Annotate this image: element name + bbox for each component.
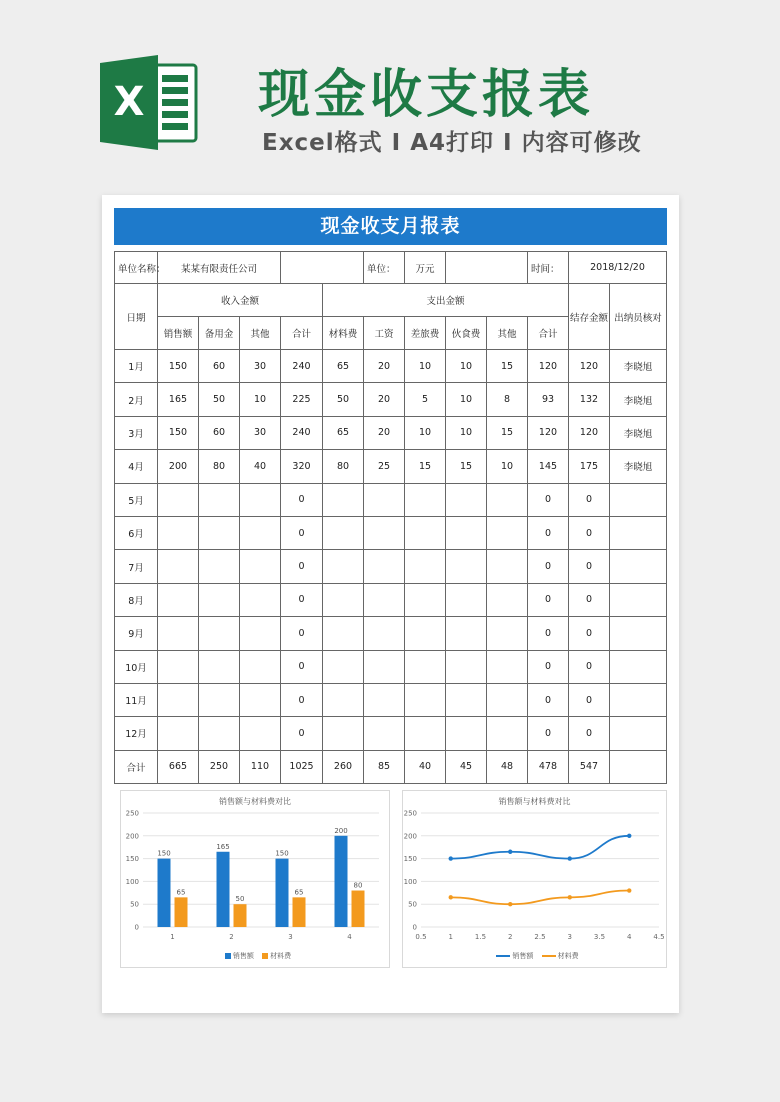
excel-icon — [100, 55, 200, 150]
data-cell[interactable] — [405, 717, 446, 750]
data-cell[interactable]: 0 — [569, 583, 610, 616]
data-cell[interactable] — [199, 683, 240, 716]
legend-swatch — [496, 955, 510, 957]
data-cell[interactable]: 547 — [569, 750, 610, 783]
y-tick-label: 200 — [403, 832, 417, 841]
data-cell[interactable] — [323, 516, 364, 549]
table-row — [115, 483, 667, 516]
data-cell[interactable]: 0 — [281, 483, 323, 516]
table-row — [115, 550, 667, 583]
data-cell[interactable] — [446, 550, 487, 583]
data-cell[interactable]: 李晓旭 — [610, 383, 667, 416]
data-cell[interactable]: 0 — [281, 617, 323, 650]
data-cell[interactable] — [364, 583, 405, 616]
expense-col-header: 差旅费 — [405, 317, 446, 350]
data-cell[interactable]: 李晓旭 — [610, 416, 667, 449]
data-cell[interactable] — [446, 717, 487, 750]
date-header: 日期 — [115, 284, 158, 350]
data-cell[interactable] — [364, 617, 405, 650]
bar — [352, 891, 365, 927]
x-tick-label: 3 — [288, 933, 293, 941]
data-cell[interactable]: 0 — [281, 717, 323, 750]
data-cell[interactable] — [610, 617, 667, 650]
data-cell[interactable]: 120 — [569, 350, 610, 383]
y-tick-label: 50 — [130, 900, 139, 909]
data-cell[interactable]: 10 — [446, 383, 487, 416]
unit-value[interactable]: 万元 — [405, 252, 446, 284]
legend-label: 材料费 — [270, 952, 292, 960]
data-cell[interactable]: 25 — [364, 450, 405, 483]
data-cell[interactable]: 0 — [528, 516, 569, 549]
data-cell[interactable]: 40 — [405, 750, 446, 783]
expense-col-header: 工资 — [364, 317, 405, 350]
data-cell[interactable] — [446, 583, 487, 616]
data-cell[interactable]: 60 — [199, 416, 240, 449]
row-label-cell: 3月 — [115, 416, 158, 449]
data-cell[interactable]: 200 — [158, 450, 199, 483]
data-cell[interactable] — [323, 583, 364, 616]
data-cell[interactable] — [610, 483, 667, 516]
data-cell[interactable] — [199, 483, 240, 516]
data-cell[interactable]: 260 — [323, 750, 364, 783]
data-cell[interactable] — [405, 583, 446, 616]
row-label-cell: 5月 — [115, 483, 158, 516]
banner-subtitle: Excel格式 I A4打印 I 内容可修改 — [262, 130, 642, 156]
data-cell[interactable] — [199, 617, 240, 650]
row-label-cell: 11月 — [115, 683, 158, 716]
table-row — [115, 583, 667, 616]
data-cell[interactable]: 8 — [487, 383, 528, 416]
data-cell[interactable] — [240, 717, 281, 750]
data-cell[interactable] — [487, 717, 528, 750]
x-tick-label: 4 — [627, 933, 632, 941]
data-cell[interactable] — [487, 550, 528, 583]
data-label: 65 — [294, 888, 304, 897]
data-cell[interactable]: 0 — [528, 683, 569, 716]
table-row — [115, 416, 667, 449]
data-cell[interactable]: 120 — [569, 416, 610, 449]
data-cell[interactable]: 120 — [528, 350, 569, 383]
table-row — [115, 350, 667, 383]
data-cell[interactable] — [323, 550, 364, 583]
data-cell[interactable]: 30 — [240, 416, 281, 449]
data-cell[interactable]: 145 — [528, 450, 569, 483]
data-cell[interactable]: 0 — [569, 550, 610, 583]
row-label-cell: 10月 — [115, 650, 158, 683]
data-cell[interactable]: 0 — [569, 617, 610, 650]
data-cell[interactable]: 165 — [158, 383, 199, 416]
data-cell[interactable] — [158, 650, 199, 683]
data-cell[interactable]: 0 — [281, 516, 323, 549]
data-cell[interactable] — [199, 516, 240, 549]
time-label: 时间： — [528, 252, 569, 284]
data-cell[interactable] — [323, 683, 364, 716]
data-cell[interactable]: 10 — [487, 450, 528, 483]
data-cell[interactable]: 80 — [323, 450, 364, 483]
data-cell[interactable] — [405, 683, 446, 716]
banner-title: 现金收支报表 — [258, 65, 595, 125]
table-row — [115, 516, 667, 549]
data-point — [508, 850, 512, 854]
bar — [276, 859, 289, 927]
data-cell[interactable]: 30 — [240, 350, 281, 383]
x-tick-label: 4.5 — [653, 933, 665, 941]
bar-chart-legend — [121, 951, 389, 961]
info-row — [115, 252, 667, 284]
y-tick-label: 0 — [134, 923, 139, 932]
legend-swatch — [262, 953, 268, 959]
series-line — [451, 891, 630, 905]
data-cell[interactable] — [158, 516, 199, 549]
y-tick-label: 100 — [403, 877, 417, 886]
data-cell[interactable] — [487, 617, 528, 650]
data-point — [568, 856, 572, 860]
data-cell[interactable] — [323, 650, 364, 683]
data-cell[interactable]: 85 — [364, 750, 405, 783]
data-label: 165 — [216, 842, 230, 851]
row-label-cell: 合计 — [115, 750, 158, 783]
income-col-header: 合计 — [281, 317, 323, 350]
data-cell[interactable]: 0 — [281, 550, 323, 583]
y-tick-label: 50 — [408, 900, 417, 909]
line-chart-title: 销售额与材料费对比 — [498, 797, 571, 806]
balance-header: 结存金额 — [569, 284, 610, 350]
data-cell[interactable] — [405, 516, 446, 549]
data-cell[interactable]: 0 — [528, 617, 569, 650]
data-cell[interactable]: 50 — [199, 383, 240, 416]
legend-swatch — [542, 955, 556, 957]
data-cell[interactable] — [405, 483, 446, 516]
data-cell[interactable]: 0 — [569, 483, 610, 516]
data-cell[interactable]: 478 — [528, 750, 569, 783]
data-cell[interactable] — [364, 550, 405, 583]
data-cell[interactable] — [199, 583, 240, 616]
sheet-title: 现金收支月报表 — [114, 208, 667, 245]
data-cell[interactable] — [405, 550, 446, 583]
data-cell[interactable]: 0 — [528, 650, 569, 683]
x-tick-label: 1 — [170, 933, 175, 941]
data-cell[interactable] — [199, 550, 240, 583]
data-cell[interactable] — [364, 683, 405, 716]
table-row — [115, 717, 667, 750]
data-cell[interactable] — [610, 583, 667, 616]
table-row — [115, 450, 667, 483]
data-cell[interactable] — [487, 483, 528, 516]
data-point — [627, 834, 631, 838]
expense-group-header: 支出金额 — [323, 284, 569, 317]
unit-label: 单位： — [364, 252, 405, 284]
x-tick-label: 2 — [508, 933, 513, 941]
data-cell[interactable]: 0 — [569, 516, 610, 549]
data-cell[interactable]: 0 — [569, 650, 610, 683]
data-cell[interactable] — [610, 717, 667, 750]
data-cell[interactable] — [487, 650, 528, 683]
expense-col-header: 其他 — [487, 317, 528, 350]
data-cell[interactable]: 15 — [487, 350, 528, 383]
y-tick-label: 250 — [403, 809, 417, 818]
data-cell[interactable]: 1025 — [281, 750, 323, 783]
x-tick-label: 3 — [567, 933, 572, 941]
x-tick-label: 2 — [229, 933, 234, 941]
row-label-cell: 6月 — [115, 516, 158, 549]
report-table — [114, 251, 667, 784]
data-cell[interactable]: 80 — [199, 450, 240, 483]
data-cell[interactable]: 60 — [199, 350, 240, 383]
data-cell[interactable]: 0 — [281, 650, 323, 683]
data-cell[interactable] — [446, 650, 487, 683]
table-row — [115, 650, 667, 683]
data-cell[interactable]: 150 — [158, 416, 199, 449]
data-cell[interactable]: 10 — [446, 416, 487, 449]
data-cell[interactable]: 240 — [281, 350, 323, 383]
bar-chart[interactable] — [120, 790, 390, 968]
income-col-header: 备用金 — [199, 317, 240, 350]
company-value[interactable]: 某某有限责任公司 — [158, 252, 281, 284]
data-cell[interactable] — [364, 717, 405, 750]
data-cell[interactable] — [240, 683, 281, 716]
bar — [335, 836, 348, 927]
row-label-cell: 4月 — [115, 450, 158, 483]
row-label-cell: 2月 — [115, 383, 158, 416]
data-cell[interactable] — [364, 483, 405, 516]
data-cell[interactable]: 20 — [364, 350, 405, 383]
data-cell[interactable]: 15 — [487, 416, 528, 449]
data-cell[interactable]: 48 — [487, 750, 528, 783]
data-cell[interactable]: 50 — [323, 383, 364, 416]
series-line — [451, 836, 630, 859]
data-cell[interactable] — [158, 683, 199, 716]
data-label: 200 — [334, 826, 348, 835]
data-cell[interactable]: 0 — [569, 683, 610, 716]
data-cell[interactable]: 40 — [240, 450, 281, 483]
data-cell[interactable]: 150 — [158, 350, 199, 383]
data-cell[interactable]: 0 — [528, 583, 569, 616]
data-cell[interactable]: 65 — [323, 350, 364, 383]
data-cell[interactable] — [446, 483, 487, 516]
data-cell[interactable]: 10 — [405, 416, 446, 449]
data-label: 150 — [157, 849, 171, 858]
data-cell[interactable]: 5 — [405, 383, 446, 416]
data-cell[interactable] — [240, 583, 281, 616]
total-row — [115, 750, 667, 783]
row-label-cell: 1月 — [115, 350, 158, 383]
data-cell[interactable] — [199, 717, 240, 750]
banner — [0, 0, 780, 190]
x-tick-label: 1 — [448, 933, 453, 941]
bar — [175, 897, 188, 927]
data-cell[interactable]: 110 — [240, 750, 281, 783]
data-cell[interactable] — [610, 650, 667, 683]
x-tick-label: 1.5 — [474, 933, 487, 941]
data-cell[interactable]: 李晓旭 — [610, 350, 667, 383]
data-cell[interactable] — [487, 583, 528, 616]
data-cell[interactable] — [364, 516, 405, 549]
data-cell[interactable]: 240 — [281, 416, 323, 449]
data-cell[interactable] — [446, 516, 487, 549]
data-cell[interactable] — [487, 516, 528, 549]
data-cell[interactable] — [446, 683, 487, 716]
data-cell[interactable]: 175 — [569, 450, 610, 483]
data-cell[interactable] — [240, 550, 281, 583]
data-label: 50 — [235, 895, 245, 904]
data-cell[interactable]: 45 — [446, 750, 487, 783]
data-cell[interactable]: 0 — [569, 717, 610, 750]
expense-col-header: 材料费 — [323, 317, 364, 350]
header-row-1 — [115, 284, 667, 317]
data-cell[interactable]: 10 — [240, 383, 281, 416]
legend-label: 材料费 — [557, 952, 579, 960]
data-cell[interactable] — [364, 650, 405, 683]
y-tick-label: 100 — [125, 877, 139, 886]
legend-label: 销售额 — [512, 952, 534, 960]
data-cell[interactable] — [610, 750, 667, 783]
info-blank[interactable] — [281, 252, 364, 284]
data-cell[interactable] — [610, 516, 667, 549]
data-cell[interactable] — [158, 550, 199, 583]
x-tick-label: 4 — [347, 933, 352, 941]
data-cell[interactable]: 李晓旭 — [610, 450, 667, 483]
income-group-header: 收入金额 — [158, 284, 323, 317]
line-chart-legend — [403, 951, 666, 961]
data-cell[interactable]: 250 — [199, 750, 240, 783]
data-point — [508, 902, 512, 906]
data-cell[interactable]: 0 — [528, 550, 569, 583]
company-label: 单位名称： — [115, 252, 158, 284]
data-cell[interactable] — [240, 483, 281, 516]
data-label: 150 — [275, 849, 289, 858]
data-cell[interactable]: 225 — [281, 383, 323, 416]
data-cell[interactable]: 0 — [281, 683, 323, 716]
data-cell[interactable] — [405, 617, 446, 650]
data-label: 80 — [353, 881, 363, 890]
bar-chart-title: 销售额与材料费对比 — [219, 797, 291, 806]
line-chart-plot — [403, 791, 668, 969]
data-cell[interactable] — [610, 683, 667, 716]
income-col-header: 销售额 — [158, 317, 199, 350]
bar — [158, 859, 171, 927]
data-cell[interactable] — [487, 683, 528, 716]
row-label-cell: 8月 — [115, 583, 158, 616]
y-tick-label: 150 — [125, 855, 139, 864]
income-col-header: 其他 — [240, 317, 281, 350]
table-row — [115, 383, 667, 416]
legend-label: 销售额 — [232, 952, 254, 960]
y-tick-label: 250 — [125, 809, 139, 818]
data-cell[interactable]: 0 — [528, 483, 569, 516]
x-tick-label: 2.5 — [534, 933, 546, 941]
data-cell[interactable]: 10 — [405, 350, 446, 383]
data-cell[interactable] — [323, 717, 364, 750]
data-cell[interactable] — [158, 483, 199, 516]
time-value[interactable]: 2018/12/20 — [569, 252, 667, 284]
y-tick-label: 150 — [403, 855, 417, 864]
row-label-cell: 7月 — [115, 550, 158, 583]
data-cell[interactable]: 93 — [528, 383, 569, 416]
data-cell[interactable] — [158, 617, 199, 650]
data-cell[interactable] — [610, 550, 667, 583]
table-row — [115, 617, 667, 650]
y-tick-label: 200 — [125, 832, 139, 841]
data-cell[interactable]: 10 — [446, 350, 487, 383]
bar — [217, 852, 230, 927]
data-cell[interactable] — [158, 583, 199, 616]
bar-chart-plot — [121, 791, 391, 969]
y-tick-label: 0 — [412, 923, 417, 932]
expense-col-header: 伙食费 — [446, 317, 487, 350]
data-cell[interactable] — [323, 617, 364, 650]
excel-icon-letter: X — [113, 79, 145, 125]
data-cell[interactable] — [199, 650, 240, 683]
data-cell[interactable]: 20 — [364, 416, 405, 449]
info-blank[interactable] — [446, 252, 528, 284]
data-point — [627, 888, 631, 892]
bar — [293, 897, 306, 927]
cashier-header: 出纳员核对 — [610, 284, 667, 350]
data-point — [449, 895, 453, 899]
data-cell[interactable]: 15 — [446, 450, 487, 483]
data-cell[interactable] — [446, 617, 487, 650]
row-label-cell: 9月 — [115, 617, 158, 650]
data-point — [449, 856, 453, 860]
data-cell[interactable]: 665 — [158, 750, 199, 783]
data-cell[interactable] — [323, 483, 364, 516]
data-cell[interactable]: 65 — [323, 416, 364, 449]
data-cell[interactable]: 0 — [281, 583, 323, 616]
legend-swatch — [225, 953, 231, 959]
report-sheet — [102, 195, 679, 1013]
data-cell[interactable] — [405, 650, 446, 683]
data-cell[interactable]: 15 — [405, 450, 446, 483]
line-chart[interactable] — [402, 790, 667, 968]
data-cell[interactable]: 20 — [364, 383, 405, 416]
data-cell[interactable] — [158, 717, 199, 750]
data-cell[interactable]: 120 — [528, 416, 569, 449]
data-cell[interactable]: 320 — [281, 450, 323, 483]
expense-col-header: 合计 — [528, 317, 569, 350]
x-tick-label: 0.5 — [415, 933, 427, 941]
data-label: 65 — [176, 888, 186, 897]
data-cell[interactable] — [240, 650, 281, 683]
table-row — [115, 683, 667, 716]
row-label-cell: 12月 — [115, 717, 158, 750]
data-cell[interactable]: 0 — [528, 717, 569, 750]
x-tick-label: 3.5 — [593, 933, 606, 941]
data-cell[interactable] — [240, 516, 281, 549]
bar — [234, 904, 247, 927]
data-point — [568, 895, 572, 899]
data-cell[interactable] — [240, 617, 281, 650]
data-cell[interactable]: 132 — [569, 383, 610, 416]
